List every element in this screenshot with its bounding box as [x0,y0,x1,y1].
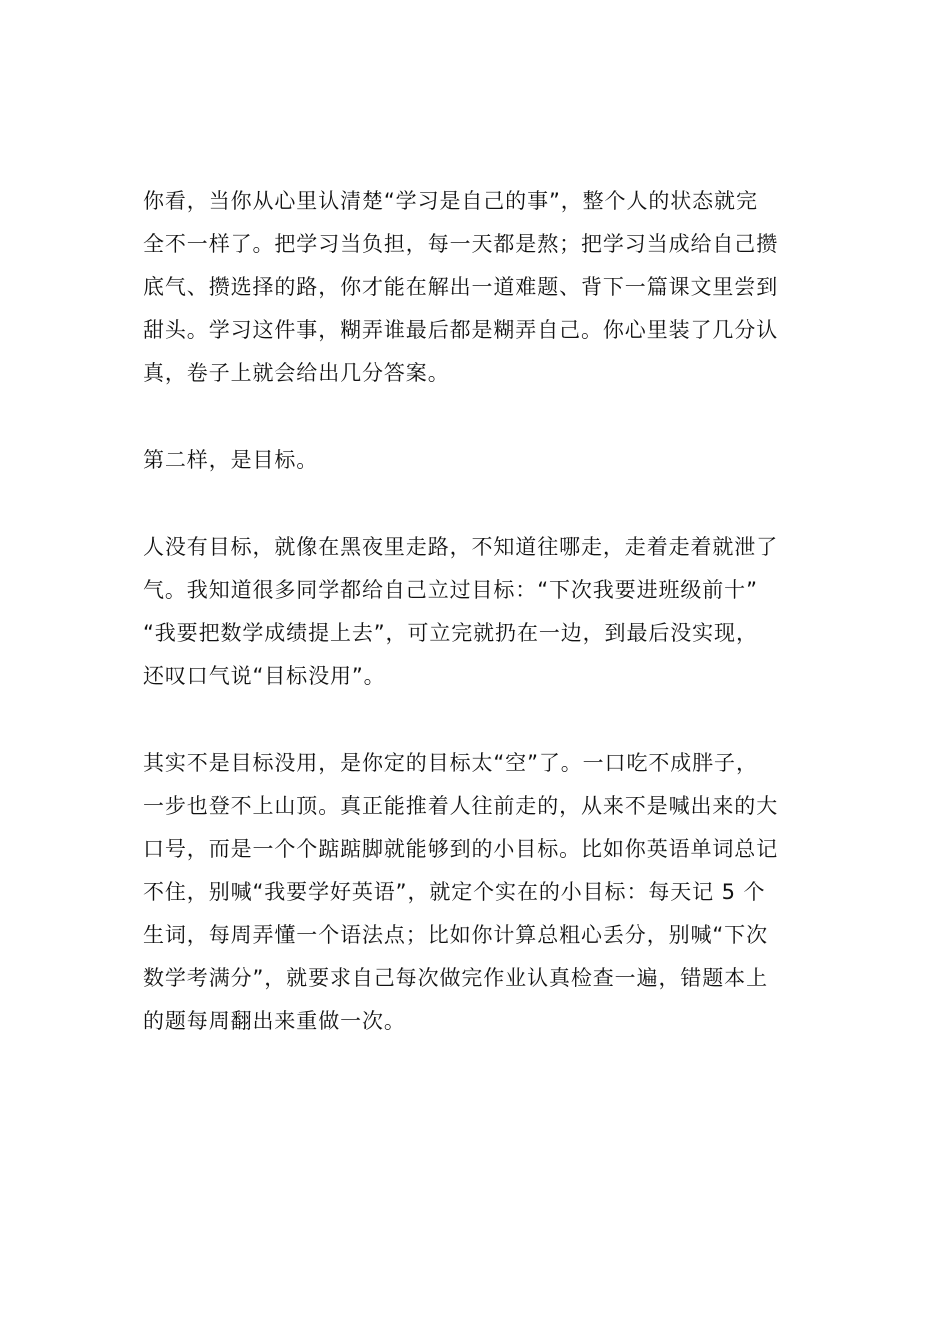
text-line: 口号，而是一个个踮踮脚就能够到的小目标。比如你英语单词总记 [143,837,779,861]
text-line: 生词，每周弄懂一个语法点；比如你计算总粗心丢分，别喊“下次 [143,923,768,947]
text-line: 一步也登不上山顶。真正能推着人往前走的，从来不是喊出来的大 [143,794,779,818]
paragraph-3 [143,526,807,698]
text-line: 人没有目标，就像在黑夜里走路，不知道往哪走，走着走着就泄了 [143,535,779,559]
paragraph-1 [143,180,807,395]
text-line: 其实不是目标没用，是你定的目标太“空”了。一口吃不成胖子， [143,751,758,775]
paragraph-2 [143,439,807,482]
text-line: 数学考满分”，就要求自己每次做完作业认真检查一遍，错题本上 [143,966,768,990]
text-line: 全不一样了。把学习当负担，每一天都是熬；把学习当成给自己攒 [143,232,779,256]
text-line: 甜头。学习这件事，糊弄谁最后都是糊弄自己。你心里装了几分认 [143,318,779,342]
text-line: 气。我知道很多同学都给自己立过目标：“下次我要进班级前十” [143,578,758,602]
text-line: 你看，当你从心里认清楚“学习是自己的事”，整个人的状态就完 [143,189,758,213]
paragraph-4 [143,742,807,1043]
section-heading: 第二样，是目标。 [143,448,319,472]
document-body [143,180,807,1087]
text-line: 真，卷子上就会给出几分答案。 [143,361,450,385]
text-line: 不住，别喊“我要学好英语”，就定个实在的小目标：每天记 5 个 [143,880,766,904]
text-line: 底气、攒选择的路，你才能在解出一道难题、背下一篇课文里尝到 [143,275,779,299]
text-line: 还叹口气说“目标没用”。 [143,664,386,688]
text-line: 的题每周翻出来重做一次。 [143,1009,406,1033]
text-line: “我要把数学成绩提上去”，可立完就扔在一边，到最后没实现， [143,621,758,645]
